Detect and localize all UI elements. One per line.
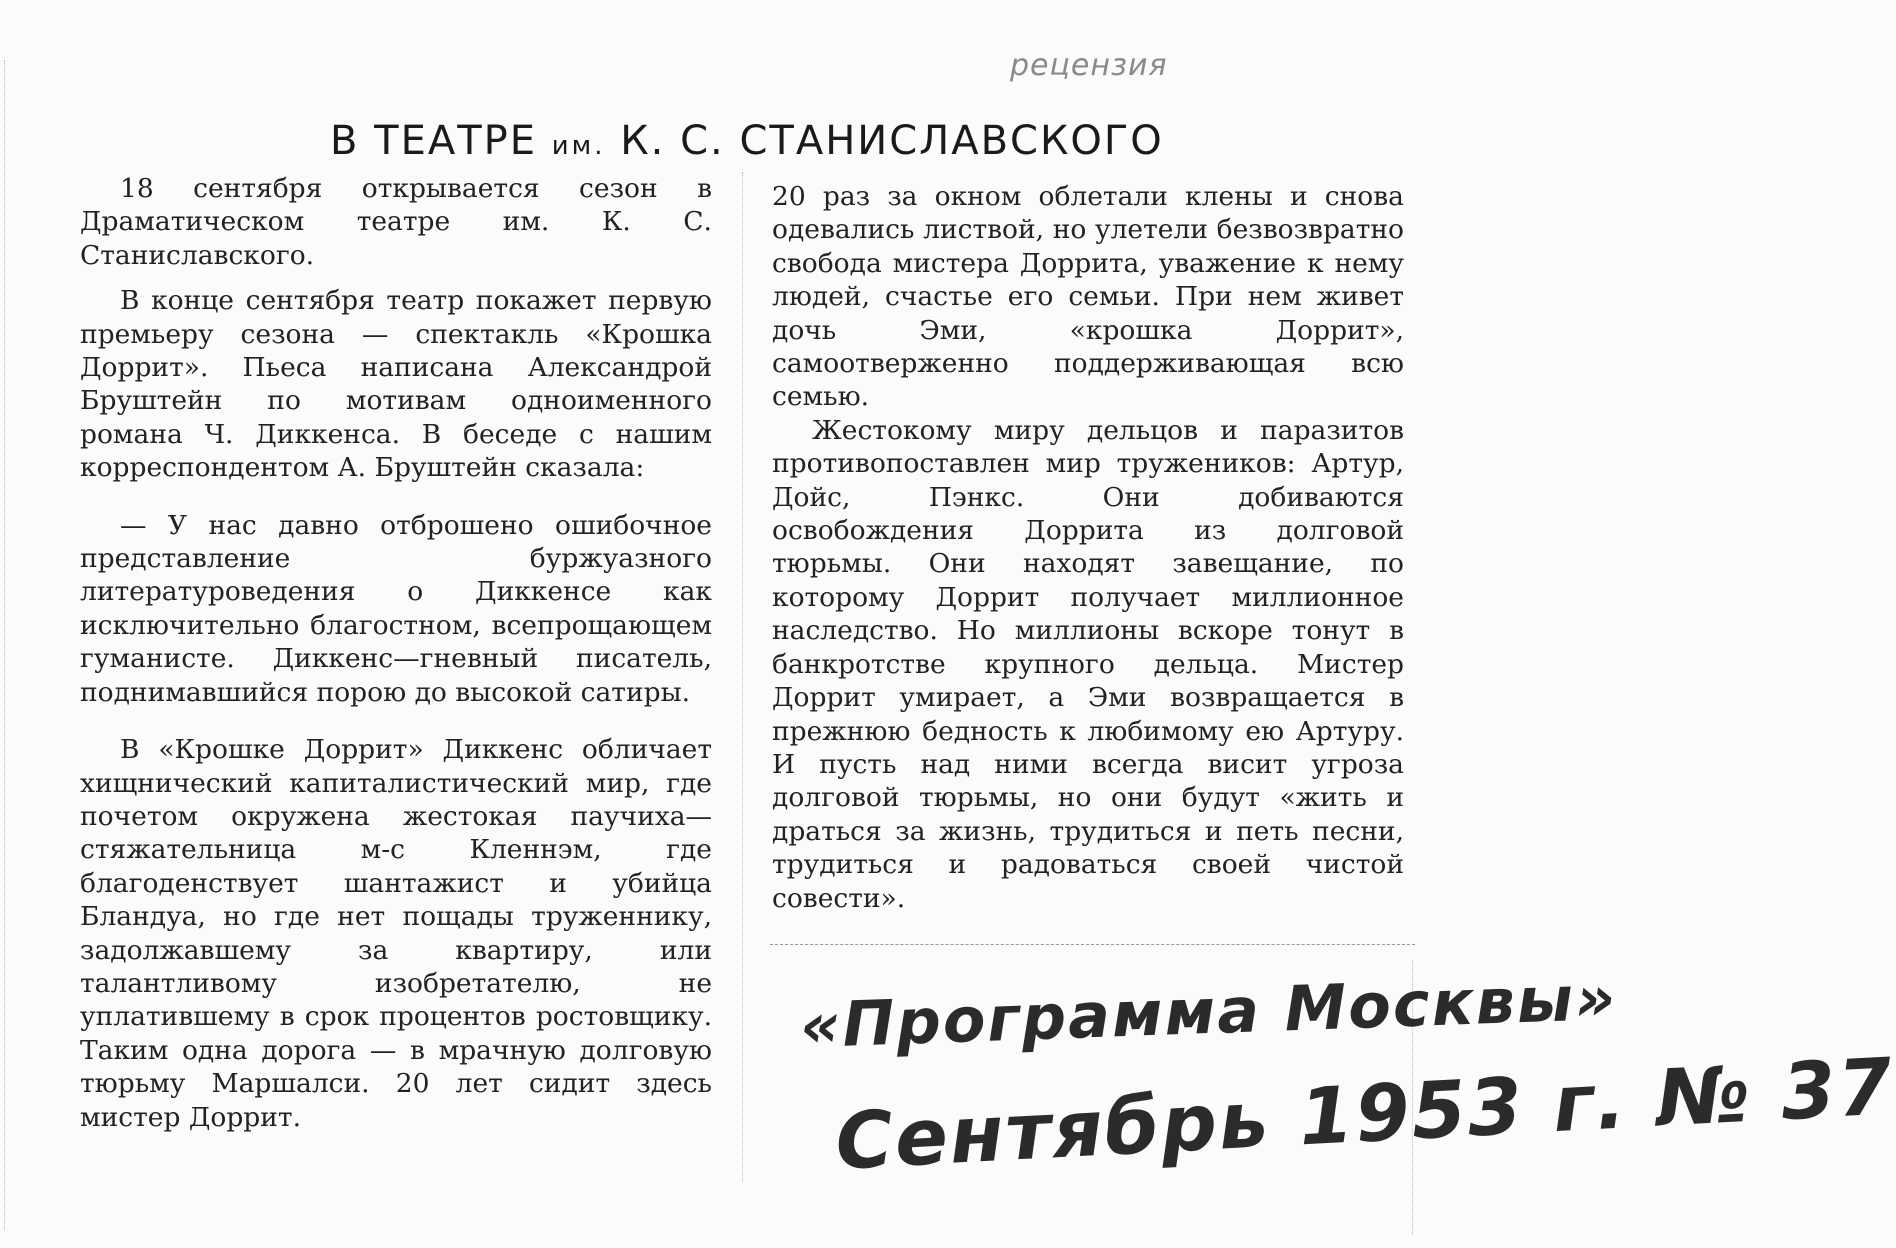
left-paragraph-1: 18 сентября открывается сезон в Драматическом театре им. К. С. Станиславского. (80, 173, 712, 271)
left-text-column (80, 172, 712, 1134)
right-text-column (772, 180, 1404, 915)
handwritten-source-line-2: Сентябрь 1953 г. № 37 (833, 1042, 1896, 1188)
headline-part-2: им. (551, 131, 606, 161)
headline-part-3: К. С. СТАНИСЛАВСКОГО (620, 118, 1164, 164)
handwritten-source-line-1: «Программа Москвы» (798, 960, 1619, 1063)
left-paragraph-4: В «Крошке Доррит» Диккенс обличает хищнический капиталистический мир, где почетом окружена жестокая паучиха—стяжательница м-с Кленнэм, где благоденствует шантажист и убийца Бландуа, но где нет пощады труженнику, задолжавшему за квартиру, или талантливому изобретателю, не уплатившему в срок процентов ростовщику. Таким одна дорога — в мрачную долговую тюрьму Маршалси. 20 лет сидит здесь мистер Доррит. (80, 734, 712, 1133)
article-end-rule (770, 944, 1415, 945)
left-edge-line (4, 60, 5, 1230)
column-divider (742, 172, 743, 1182)
right-paragraph-2: Жестокому миру дельцов и паразитов противопоставлен мир тружеников: Артур, Дойс, Пэнкс. Они добиваются освобождения Доррита из долговой тюрьмы. Они находят завещание, по которому Доррит получает миллионное наследство. Но миллионы вскоре тонут в банкротстве крупного дельца. Мистер Доррит умирает, а Эми возвращается в прежнюю бедность к любимому ею Артуру. И пусть над ними всегда висит угроза долговой тюрьмы, но они будут «жить и драться за жизнь, трудиться и петь песни, трудиться и радоваться своей чистой совести». (772, 414, 1404, 914)
headline-part-1: В ТЕАТРЕ (330, 118, 538, 164)
right-paragraph-1: 20 раз за окном облетали клены и снова одевались листвой, но улетели безвозвратно свобода мистера Доррита, уважение к нему людей, счастье его семьи. При нем живет дочь Эми, «крошка Доррит», самоотверженно поддерживающая всю семью. (772, 181, 1404, 413)
handwritten-top-note: рецензия (1010, 48, 1168, 83)
left-paragraph-2: В конце сентября театр покажет первую премьеру сезона — спектакль «Крошка Доррит». Пьеса написана Александрой Бруштейн по мотивам одноименного романа Ч. Диккенса. В беседе с нашим корреспондентом А. Бруштейн сказала: (80, 285, 712, 484)
left-paragraph-3: — У нас давно отброшено ошибочное представление буржуазного литературоведения о Диккенсе как исключительно благостном, всепрощающем гуманисте. Диккенс—гневный писатель, поднимавшийся порою до высокой сатиры. (80, 509, 712, 708)
article-headline (330, 118, 1164, 164)
